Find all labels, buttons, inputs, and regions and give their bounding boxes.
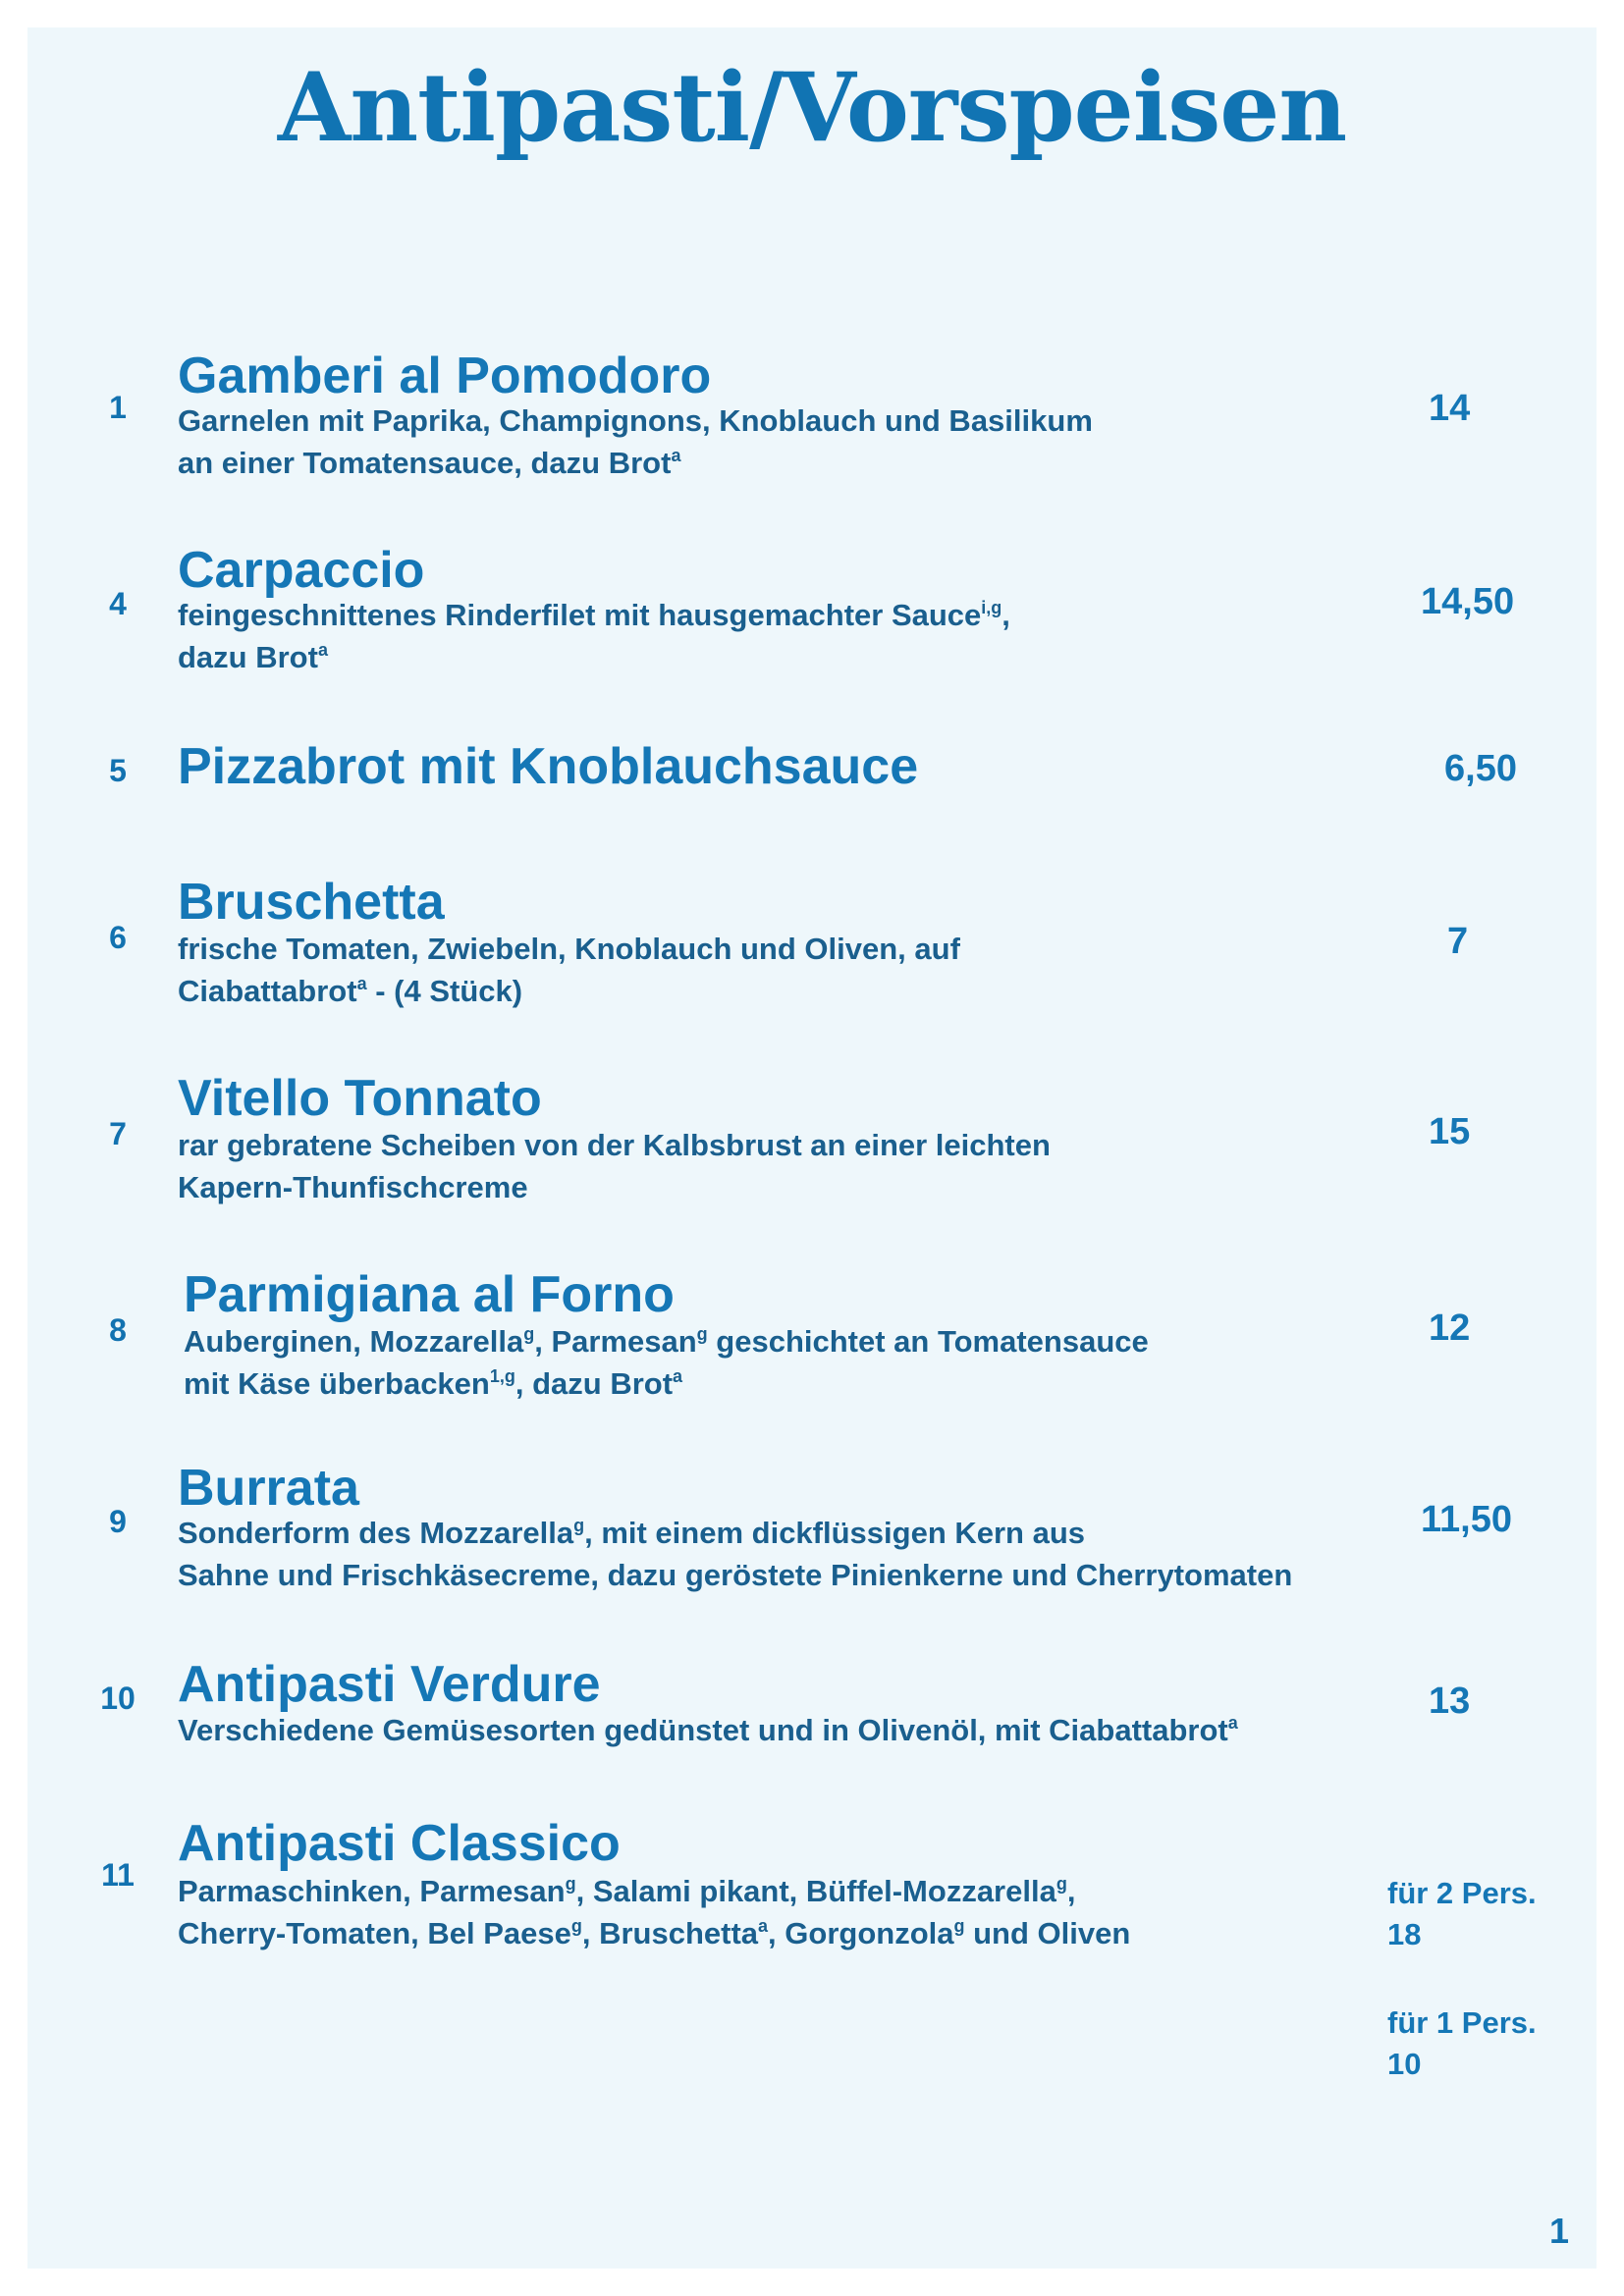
item-description-line: Sonderform des Mozzarella$^g$, mit einem dickflüssigen Kern aus <box>178 1516 1086 1550</box>
item-number: 6 <box>109 920 127 955</box>
price-option-value: 18 <box>1387 1917 1422 1951</box>
item-description-line: Verschiedene Gemüsesorten gedünstet und in Olivenöl, mit Ciabattabrot$^a$ <box>178 1713 1238 1747</box>
item-name: Antipasti Verdure <box>178 1656 601 1713</box>
item-number: 7 <box>109 1116 127 1151</box>
item-name: Gamberi al Pomodoro <box>178 347 712 404</box>
item-number: 5 <box>109 753 127 788</box>
item-name: Parmigiana al Forno <box>184 1266 675 1323</box>
item-number: 10 <box>100 1681 135 1716</box>
item-number: 4 <box>109 586 127 621</box>
item-description-line: Auberginen, Mozzarella$^g$, Parmesan$^g$ geschichtet an Tomatensauce <box>184 1324 1149 1359</box>
item-description-line: Cherry-Tomaten, Bel Paese$^g$, Bruschetta$^a$, Gorgonzola$^g$ und Oliven <box>178 1916 1131 1950</box>
item-price: 6,50 <box>1444 748 1517 789</box>
item-description-line: Kapern-Thunfischcreme <box>178 1170 528 1204</box>
item-price: 15 <box>1429 1111 1471 1152</box>
item-name: Vitello Tonnato <box>178 1070 542 1127</box>
item-description-line: Garnelen mit Paprika, Champignons, Knoblauch und Basilikum <box>178 403 1093 438</box>
item-name: Bruschetta <box>178 874 445 931</box>
item-price: 11,50 <box>1421 1499 1512 1540</box>
item-name: Antipasti Classico <box>178 1815 621 1872</box>
item-price: 14 <box>1429 388 1471 429</box>
item-description-line: mit Käse überbacken$^{1,g}$, dazu Brot$^a$ <box>184 1366 683 1401</box>
item-price: 14,50 <box>1421 581 1515 622</box>
price-option-label: für 1 Pers. <box>1387 2005 1537 2040</box>
item-description-line: an einer Tomatensauce, dazu Brot$^a$ <box>178 446 681 480</box>
page-number: 1 <box>1549 2211 1570 2251</box>
item-description-line: feingeschnittenes Rinderfilet mit hausgemachter Sauce$^{i,g}$, <box>178 598 1010 632</box>
item-name: Pizzabrot mit Knoblauchsauce <box>178 738 919 795</box>
item-description-line: Parmaschinken, Parmesan$^g$, Salami pikant, Büffel-Mozzarella$^g$, <box>178 1874 1076 1908</box>
item-description-line: Sahne und Frischkäsecreme, dazu geröstete Pinienkerne und Cherrytomaten <box>178 1558 1293 1592</box>
price-option-value: 10 <box>1387 2047 1422 2081</box>
item-price: 13 <box>1429 1681 1471 1722</box>
item-description-line: dazu Brot$^a$ <box>178 640 328 674</box>
item-number: 8 <box>109 1312 127 1348</box>
item-name: Burrata <box>178 1460 359 1517</box>
item-price: 7 <box>1447 921 1469 962</box>
price-option-label: für 2 Pers. <box>1387 1876 1537 1910</box>
page-title: Antipasti/Vorspeisen <box>277 52 1347 163</box>
item-number: 1 <box>109 390 127 425</box>
item-number: 11 <box>101 1857 135 1893</box>
item-name: Carpaccio <box>178 542 425 599</box>
item-description-line: Ciabattabrot$^a$ - (4 Stück) <box>178 974 523 1008</box>
item-number: 9 <box>109 1504 127 1539</box>
item-price: 12 <box>1429 1308 1471 1349</box>
item-description-line: frische Tomaten, Zwiebeln, Knoblauch und Oliven, auf <box>178 932 960 966</box>
item-description-line: rar gebratene Scheiben von der Kalbsbrust an einer leichten <box>178 1128 1051 1162</box>
